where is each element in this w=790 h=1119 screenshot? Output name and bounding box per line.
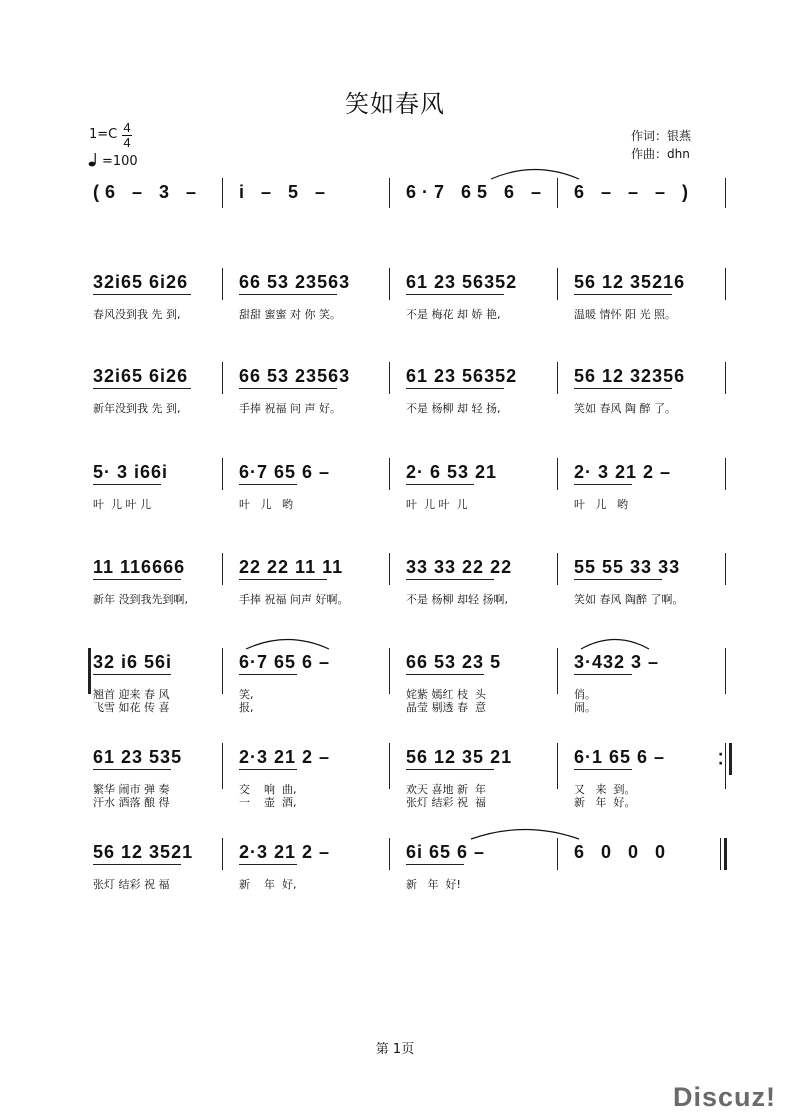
beam-line — [93, 484, 161, 485]
beam-line — [239, 388, 337, 389]
measure-notes: 32i65 6i26 — [93, 272, 189, 292]
final-thin-barline — [720, 838, 721, 870]
lyric-text: 又 来 到。 — [574, 783, 636, 796]
slur-arc — [580, 636, 650, 650]
lyric-text: 甜甜 蜜蜜 对 你 笑。 — [239, 308, 341, 321]
beam-line — [239, 294, 337, 295]
measure-notes: 2·3 21 2 – — [239, 842, 331, 862]
barline — [389, 268, 390, 300]
score-row — [0, 268, 790, 348]
lyric-text: 张灯 结彩 祝 福 — [406, 796, 486, 809]
slur-arc — [490, 166, 580, 180]
measure-notes: 32i65 6i26 — [93, 366, 189, 386]
lyric-text: 汗水 酒落 酿 得 — [93, 796, 170, 809]
measure-notes: 6i 65 6 – — [406, 842, 486, 862]
score-row — [0, 553, 790, 633]
measure-notes: 66 53 23563 — [239, 366, 351, 386]
lyric-text: 闹。 — [574, 701, 596, 714]
beam-line — [406, 294, 504, 295]
page-number: 第 1页 — [375, 1042, 415, 1057]
beam-line — [574, 294, 672, 295]
measure-notes: 11 116666 — [93, 557, 186, 577]
measure-notes: 6 – – – ) — [574, 182, 695, 202]
beam-line — [93, 864, 181, 865]
beam-line — [406, 769, 494, 770]
lyric-text: 新 年 好。 — [574, 796, 636, 809]
lyricist-credit: 作词：银燕 — [631, 129, 692, 143]
measure-notes: 2·3 21 2 – — [239, 747, 331, 767]
measure-notes: 56 12 32356 — [574, 366, 686, 386]
measure-notes: 32 i6 56i — [93, 652, 173, 672]
beam-line — [574, 769, 632, 770]
beam-line — [93, 388, 191, 389]
barline — [557, 553, 558, 585]
barline — [725, 458, 726, 490]
final-thick-barline — [724, 838, 727, 870]
beam-line — [406, 484, 474, 485]
lyric-text: 新年没到我 先 到, — [93, 402, 181, 415]
beam-line — [93, 294, 191, 295]
lyric-text: 繁华 闹市 弹 奏 — [93, 783, 170, 796]
score-row — [0, 178, 790, 258]
barline — [725, 268, 726, 300]
beam-line — [406, 864, 464, 865]
quarter-note-icon — [88, 153, 102, 167]
score-row — [0, 838, 790, 918]
lyric-text: 叶 儿 叶 儿 — [406, 498, 468, 511]
barline — [222, 458, 223, 490]
score-title: 笑如春风 — [345, 90, 445, 118]
barline — [222, 648, 223, 694]
lyric-text: 新 年 好, — [239, 878, 297, 891]
beam-line — [239, 579, 327, 580]
beam-line — [239, 674, 297, 675]
barline — [557, 648, 558, 694]
lyric-text: 叶 儿 叶 儿 — [93, 498, 151, 511]
time-bottom: 4 — [123, 135, 131, 150]
measure-notes: 6·7 65 6 – — [406, 182, 548, 202]
beam-line — [239, 864, 297, 865]
lyric-text: 晶莹 剔透 春 意 — [406, 701, 486, 714]
barline — [557, 178, 558, 208]
lyric-text: 新年 没到我先到啊, — [93, 593, 188, 606]
measure-notes: 66 53 23 5 — [406, 652, 502, 672]
lyric-text: 手捧 祝福 问声 好啊。 — [239, 593, 349, 606]
lyric-text: 姹紫 嫣红 枝 头 — [406, 688, 486, 701]
measure-notes: 55 55 33 33 — [574, 557, 681, 577]
barline — [725, 362, 726, 394]
barline — [222, 743, 223, 789]
barline — [725, 743, 726, 789]
beam-line — [406, 388, 504, 389]
beam-line — [239, 769, 297, 770]
lyric-text: 一 壶 酒, — [239, 796, 297, 809]
key-signature: 1=C — [89, 127, 118, 142]
tempo-value: =100 — [102, 154, 138, 169]
score-row — [0, 743, 790, 823]
beam-line — [93, 674, 171, 675]
measure-notes: 56 12 3521 — [93, 842, 194, 862]
barline — [557, 362, 558, 394]
beam-line — [93, 579, 181, 580]
beam-line — [574, 674, 632, 675]
barline — [222, 838, 223, 870]
measure-notes: 61 23 56352 — [406, 272, 518, 292]
measure-notes: 22 22 11 11 — [239, 557, 344, 577]
measure-notes: i – 5 – — [239, 182, 332, 202]
measure-notes: 56 12 35 21 — [406, 747, 513, 767]
measure-notes: 5· 3 i66i — [93, 462, 169, 482]
beam-line — [93, 769, 171, 770]
barline — [389, 743, 390, 789]
watermark-logo: Discuz! — [672, 1082, 776, 1112]
lyric-text: 温暖 情怀 阳 光 照。 — [574, 308, 676, 321]
lyric-text: 叶 儿 哟 — [239, 498, 293, 511]
repeat-dots: · · — [718, 747, 724, 772]
measure-notes: 6·7 65 6 – — [239, 652, 331, 672]
score-row — [0, 458, 790, 538]
barline — [557, 838, 558, 870]
measure-notes: 6 0 0 0 — [574, 842, 672, 862]
barline — [389, 838, 390, 870]
lyric-text: 不是 杨柳 却轻 扬啊, — [406, 593, 508, 606]
lyric-text: 手捧 祝福 问 声 好。 — [239, 402, 341, 415]
barline — [725, 648, 726, 694]
repeat-end-barline — [729, 743, 732, 775]
barline — [222, 362, 223, 394]
lyric-text: 笑如 春风 陶 醉 了。 — [574, 402, 676, 415]
lyric-text: 俏。 — [574, 688, 596, 701]
repeat-start-barline — [88, 648, 91, 694]
barline — [557, 268, 558, 300]
measure-notes: 6·7 65 6 – — [239, 462, 331, 482]
measure-notes: 61 23 56352 — [406, 366, 518, 386]
lyric-text: 叶 儿 哟 — [574, 498, 628, 511]
barline — [389, 648, 390, 694]
barline — [222, 553, 223, 585]
barline — [222, 178, 223, 208]
lyric-text: 笑, — [239, 688, 254, 701]
measure-notes: 56 12 35216 — [574, 272, 686, 292]
slur-arc — [470, 826, 580, 840]
lyric-text: 春风没到我 先 到, — [93, 308, 181, 321]
beam-line — [406, 579, 494, 580]
beam-line — [406, 674, 484, 675]
barline — [222, 268, 223, 300]
beam-line — [574, 484, 632, 485]
tempo-marking — [88, 153, 138, 169]
lyric-text: 不是 梅花 却 娇 艳, — [406, 308, 501, 321]
barline — [557, 743, 558, 789]
lyric-text: 交 响 曲, — [239, 783, 297, 796]
measure-notes: 61 23 535 — [93, 747, 183, 767]
time-top: 4 — [123, 120, 131, 135]
barline — [389, 362, 390, 394]
barline — [389, 458, 390, 490]
score-row — [0, 648, 790, 728]
composer-credit: 作曲：dhn — [631, 147, 690, 161]
beam-line — [574, 388, 672, 389]
lyric-text: 张灯 结彩 祝 福 — [93, 878, 170, 891]
slur-arc — [245, 636, 330, 650]
measure-notes: 2· 3 21 2 – — [574, 462, 672, 482]
barline — [389, 178, 390, 208]
lyric-text: 报, — [239, 701, 254, 714]
measure-notes: (6 – 3 – — [93, 182, 203, 202]
lyric-text: 不是 杨柳 却 轻 扬, — [406, 402, 501, 415]
measure-notes: 2· 6 53 21 — [406, 462, 498, 482]
lyric-text: 飞雪 如花 传 喜 — [93, 701, 170, 714]
time-signature — [121, 121, 133, 150]
lyric-text: 欢天 喜地 新 年 — [406, 783, 486, 796]
measure-notes: 6·1 65 6 – — [574, 747, 666, 767]
barline — [557, 458, 558, 490]
measure-notes: 66 53 23563 — [239, 272, 351, 292]
barline — [725, 553, 726, 585]
barline — [389, 553, 390, 585]
barline — [725, 178, 726, 208]
measure-notes: 3·432 3 – — [574, 652, 660, 672]
lyric-text: 翘首 迎来 春 风 — [93, 688, 170, 701]
measure-notes: 33 33 22 22 — [406, 557, 513, 577]
lyric-text: 新 年 好! — [406, 878, 461, 891]
beam-line — [239, 484, 297, 485]
beam-line — [574, 579, 662, 580]
score-row — [0, 362, 790, 442]
lyric-text: 笑如 春风 陶醉 了啊。 — [574, 593, 684, 606]
